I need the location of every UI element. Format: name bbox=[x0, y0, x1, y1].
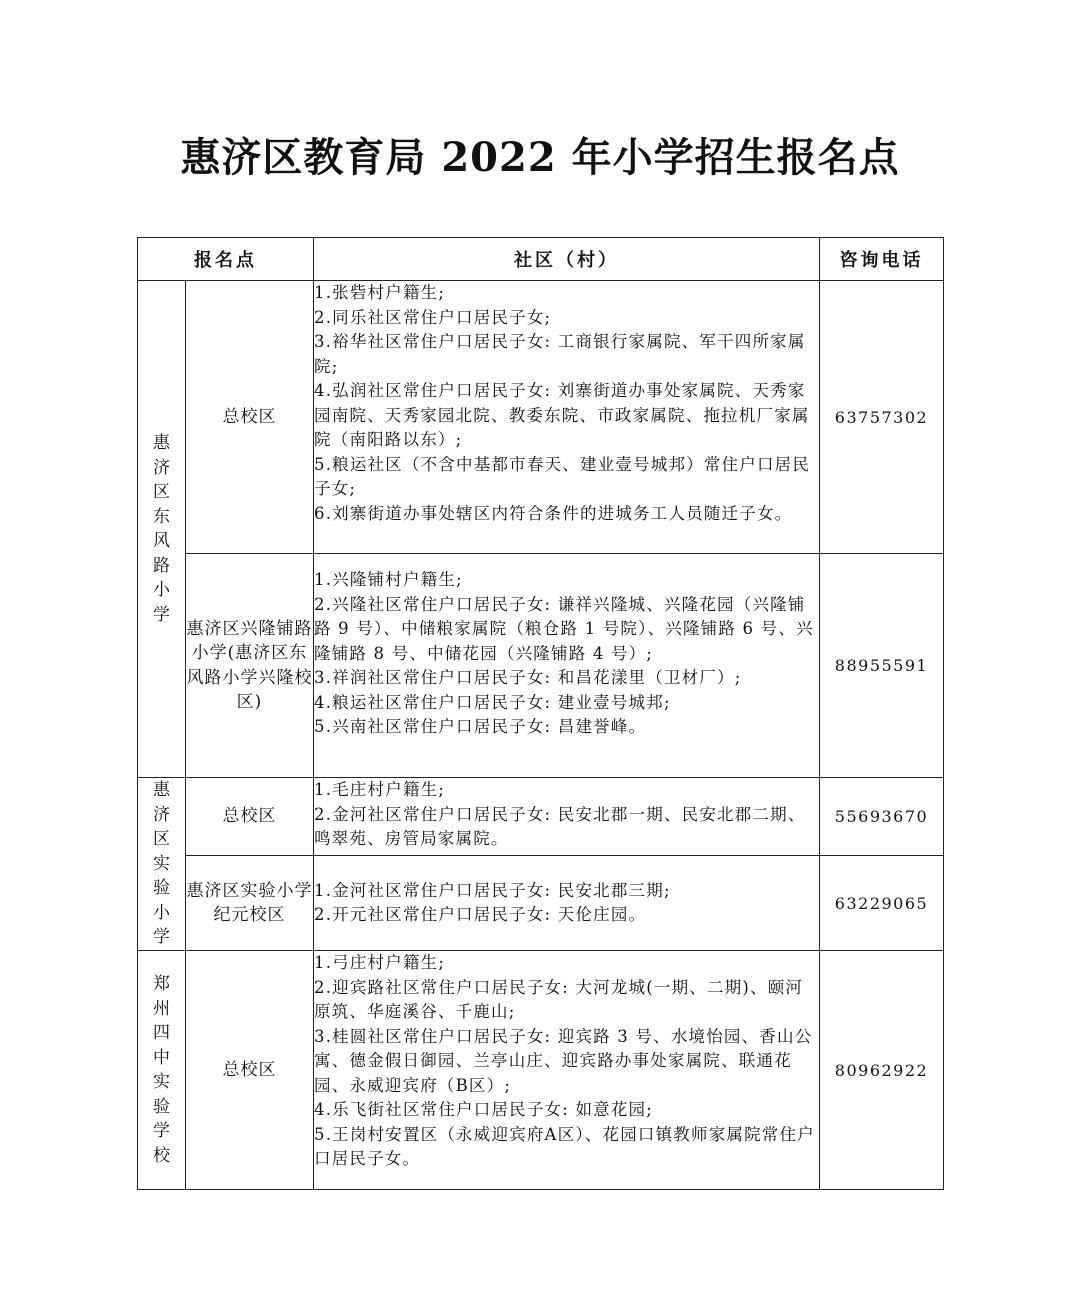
community-item: 3.桂圆社区常住户口居民子女: 迎宾路 3 号、水境怡园、香山公寓、德金假日御园、兰亭山庄、迎宾路办事处家属院、联通花园、永威迎宾府（B区）; bbox=[314, 1026, 813, 1095]
school-name-sizhong: 郑 州 四 中 实 验 学 校 bbox=[138, 951, 186, 1190]
phone-number: 80962922 bbox=[820, 951, 944, 1190]
community-list bbox=[314, 778, 820, 856]
community-item: 4.粮运社区常住户口居民子女: 建业壹号城邦; bbox=[314, 692, 671, 712]
campus-name: 总校区 bbox=[186, 281, 314, 554]
community-item: 2.兴隆社区常住户口居民子女: 谦祥兴隆城、兴隆花园（兴隆铺路 9 号）、中储粮家属院（粮仓路 1 号院）、兴隆铺路 6 号、兴隆铺路 8 号、中储花园（兴隆铺路 4 号）; bbox=[314, 594, 814, 663]
community-item: 1.张砦村户籍生; bbox=[314, 283, 446, 302]
community-item: 3.裕华社区常住户口居民子女: 工商银行家属院、军干四所家属院; bbox=[314, 332, 806, 376]
community-item: 5.粮运社区（不含中基都市春天、建业壹号城邦）常住户口居民子女; bbox=[314, 454, 811, 498]
community-list bbox=[314, 281, 820, 554]
community-item: 5.王岗村安置区（永威迎宾府A区）、花园口镇教师家属院常住户口居民子女。 bbox=[314, 1124, 815, 1168]
campus-name: 惠济区实验小学纪元校区 bbox=[186, 856, 314, 951]
community-item: 6.刘寨街道办事处辖区内符合条件的进城务工人员随迁子女。 bbox=[314, 503, 793, 523]
header-community: 社区（村） bbox=[314, 238, 820, 281]
campus-name: 总校区 bbox=[186, 778, 314, 856]
community-item: 4.乐飞街社区常住户口居民子女: 如意花园; bbox=[314, 1100, 654, 1119]
community-item: 1.毛庄村户籍生; bbox=[314, 780, 446, 799]
school-name-dongfenglu: 惠 济 区 东 风 路 小 学 bbox=[138, 281, 186, 778]
community-item: 2.金河社区常住户口居民子女: 民安北郡一期、民安北郡二期、鸣翠苑、房管局家属院。 bbox=[314, 804, 806, 848]
table-row bbox=[138, 856, 944, 951]
header-phone: 咨询电话 bbox=[820, 238, 944, 281]
school-name-shiyan: 惠 济 区 实 验 小 学 bbox=[138, 778, 186, 951]
community-item: 2.同乐社区常住户口居民子女; bbox=[314, 307, 552, 327]
campus-name: 总校区 bbox=[186, 951, 314, 1190]
community-item: 1.金河社区常住户口居民子女: 民安北郡三期; bbox=[314, 880, 671, 900]
community-item: 2.迎宾路社区常住户口居民子女: 大河龙城(一期、二期)、颐河原筑、华庭溪谷、千鹿山; bbox=[314, 977, 804, 1021]
campus-name: 惠济区兴隆铺路小学(惠济区东风路小学兴隆校区) bbox=[186, 554, 314, 778]
community-item: 1.兴隆铺村户籍生; bbox=[314, 570, 463, 589]
phone-number: 63229065 bbox=[820, 856, 944, 951]
phone-number: 88955591 bbox=[820, 554, 944, 778]
community-item: 5.兴南社区常住户口居民子女: 昌建誉峰。 bbox=[314, 717, 647, 736]
phone-number: 55693670 bbox=[820, 778, 944, 856]
community-item: 4.弘润社区常住户口居民子女: 刘寨街道办事处家属院、天秀家园南院、天秀家园北院、教委东院、市政家属院、拖拉机厂家属院（南阳路以东）; bbox=[314, 381, 810, 449]
community-list bbox=[314, 856, 820, 951]
community-item: 1.弓庄村户籍生; bbox=[314, 953, 446, 972]
header-registration-point: 报名点 bbox=[138, 238, 314, 281]
phone-number: 63757302 bbox=[820, 281, 944, 554]
table-row bbox=[138, 554, 944, 778]
table-row bbox=[138, 951, 944, 1190]
enrollment-table bbox=[137, 237, 944, 1190]
community-list bbox=[314, 951, 820, 1190]
table-header-row bbox=[138, 238, 944, 281]
table-row bbox=[138, 778, 944, 856]
community-item: 3.祥润社区常住户口居民子女: 和昌花漾里（卫材厂）; bbox=[314, 668, 742, 687]
community-list bbox=[314, 554, 820, 778]
community-item: 2.开元社区常住户口居民子女: 天伦庄园。 bbox=[314, 905, 647, 924]
page-title: 惠济区教育局 2022 年小学招生报名点 bbox=[180, 134, 900, 181]
table-row bbox=[138, 281, 944, 554]
